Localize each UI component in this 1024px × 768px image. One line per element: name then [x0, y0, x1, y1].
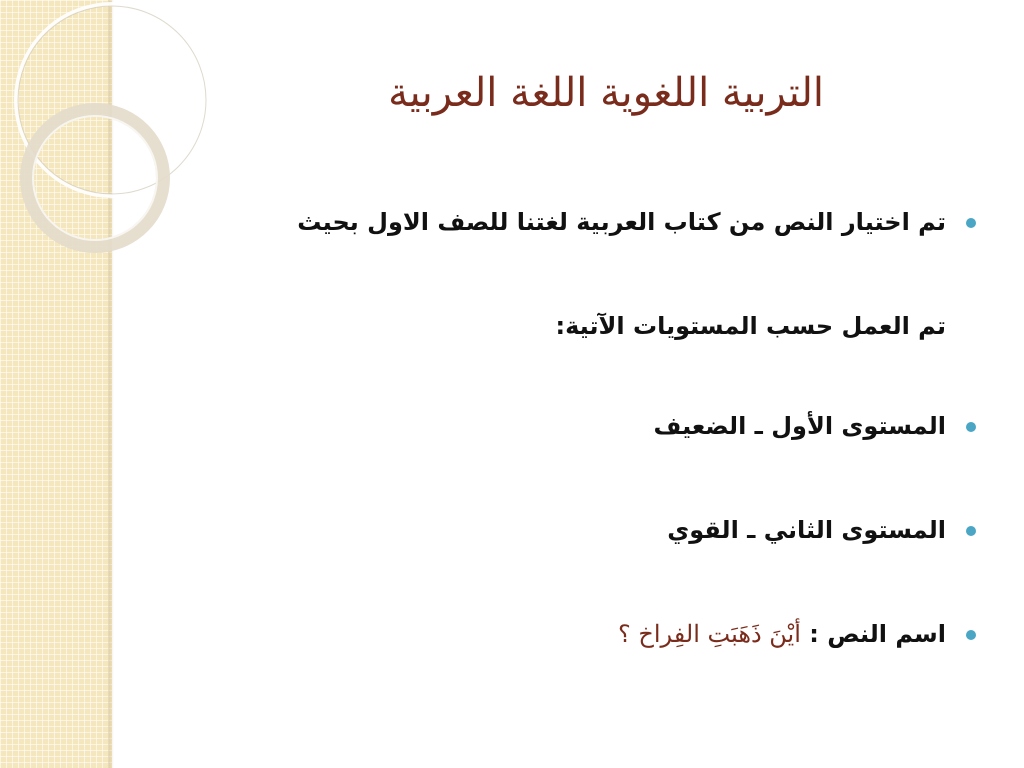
- text-name: أيْنَ ذَهَبَتِ الفِراخ ؟: [617, 620, 801, 648]
- bullet-text: المستوى الأول ـ الضعيف: [653, 412, 946, 440]
- bullet-dot-icon: [966, 526, 976, 536]
- list-item: [160, 190, 980, 294]
- list-item: [160, 602, 980, 706]
- slide-title: التربية اللغوية اللغة العربية: [388, 70, 824, 116]
- list-item: [160, 394, 980, 498]
- list-item: [160, 498, 980, 602]
- text-name-label: اسم النص :: [800, 620, 946, 648]
- bullet-dot-icon: [966, 630, 976, 640]
- bullet-text: المستوى الثاني ـ القوي: [667, 516, 946, 544]
- list-item-continuation: [160, 294, 980, 394]
- bullet-dot-icon: [966, 218, 976, 228]
- bullet-text: تم العمل حسب المستويات الآتية:: [555, 312, 946, 340]
- bullet-dot-icon: [966, 422, 976, 432]
- bullet-list: [160, 190, 980, 706]
- bullet-text: تم اختيار النص من كتاب العربية لغتنا للصف الاول بحيث: [297, 208, 946, 236]
